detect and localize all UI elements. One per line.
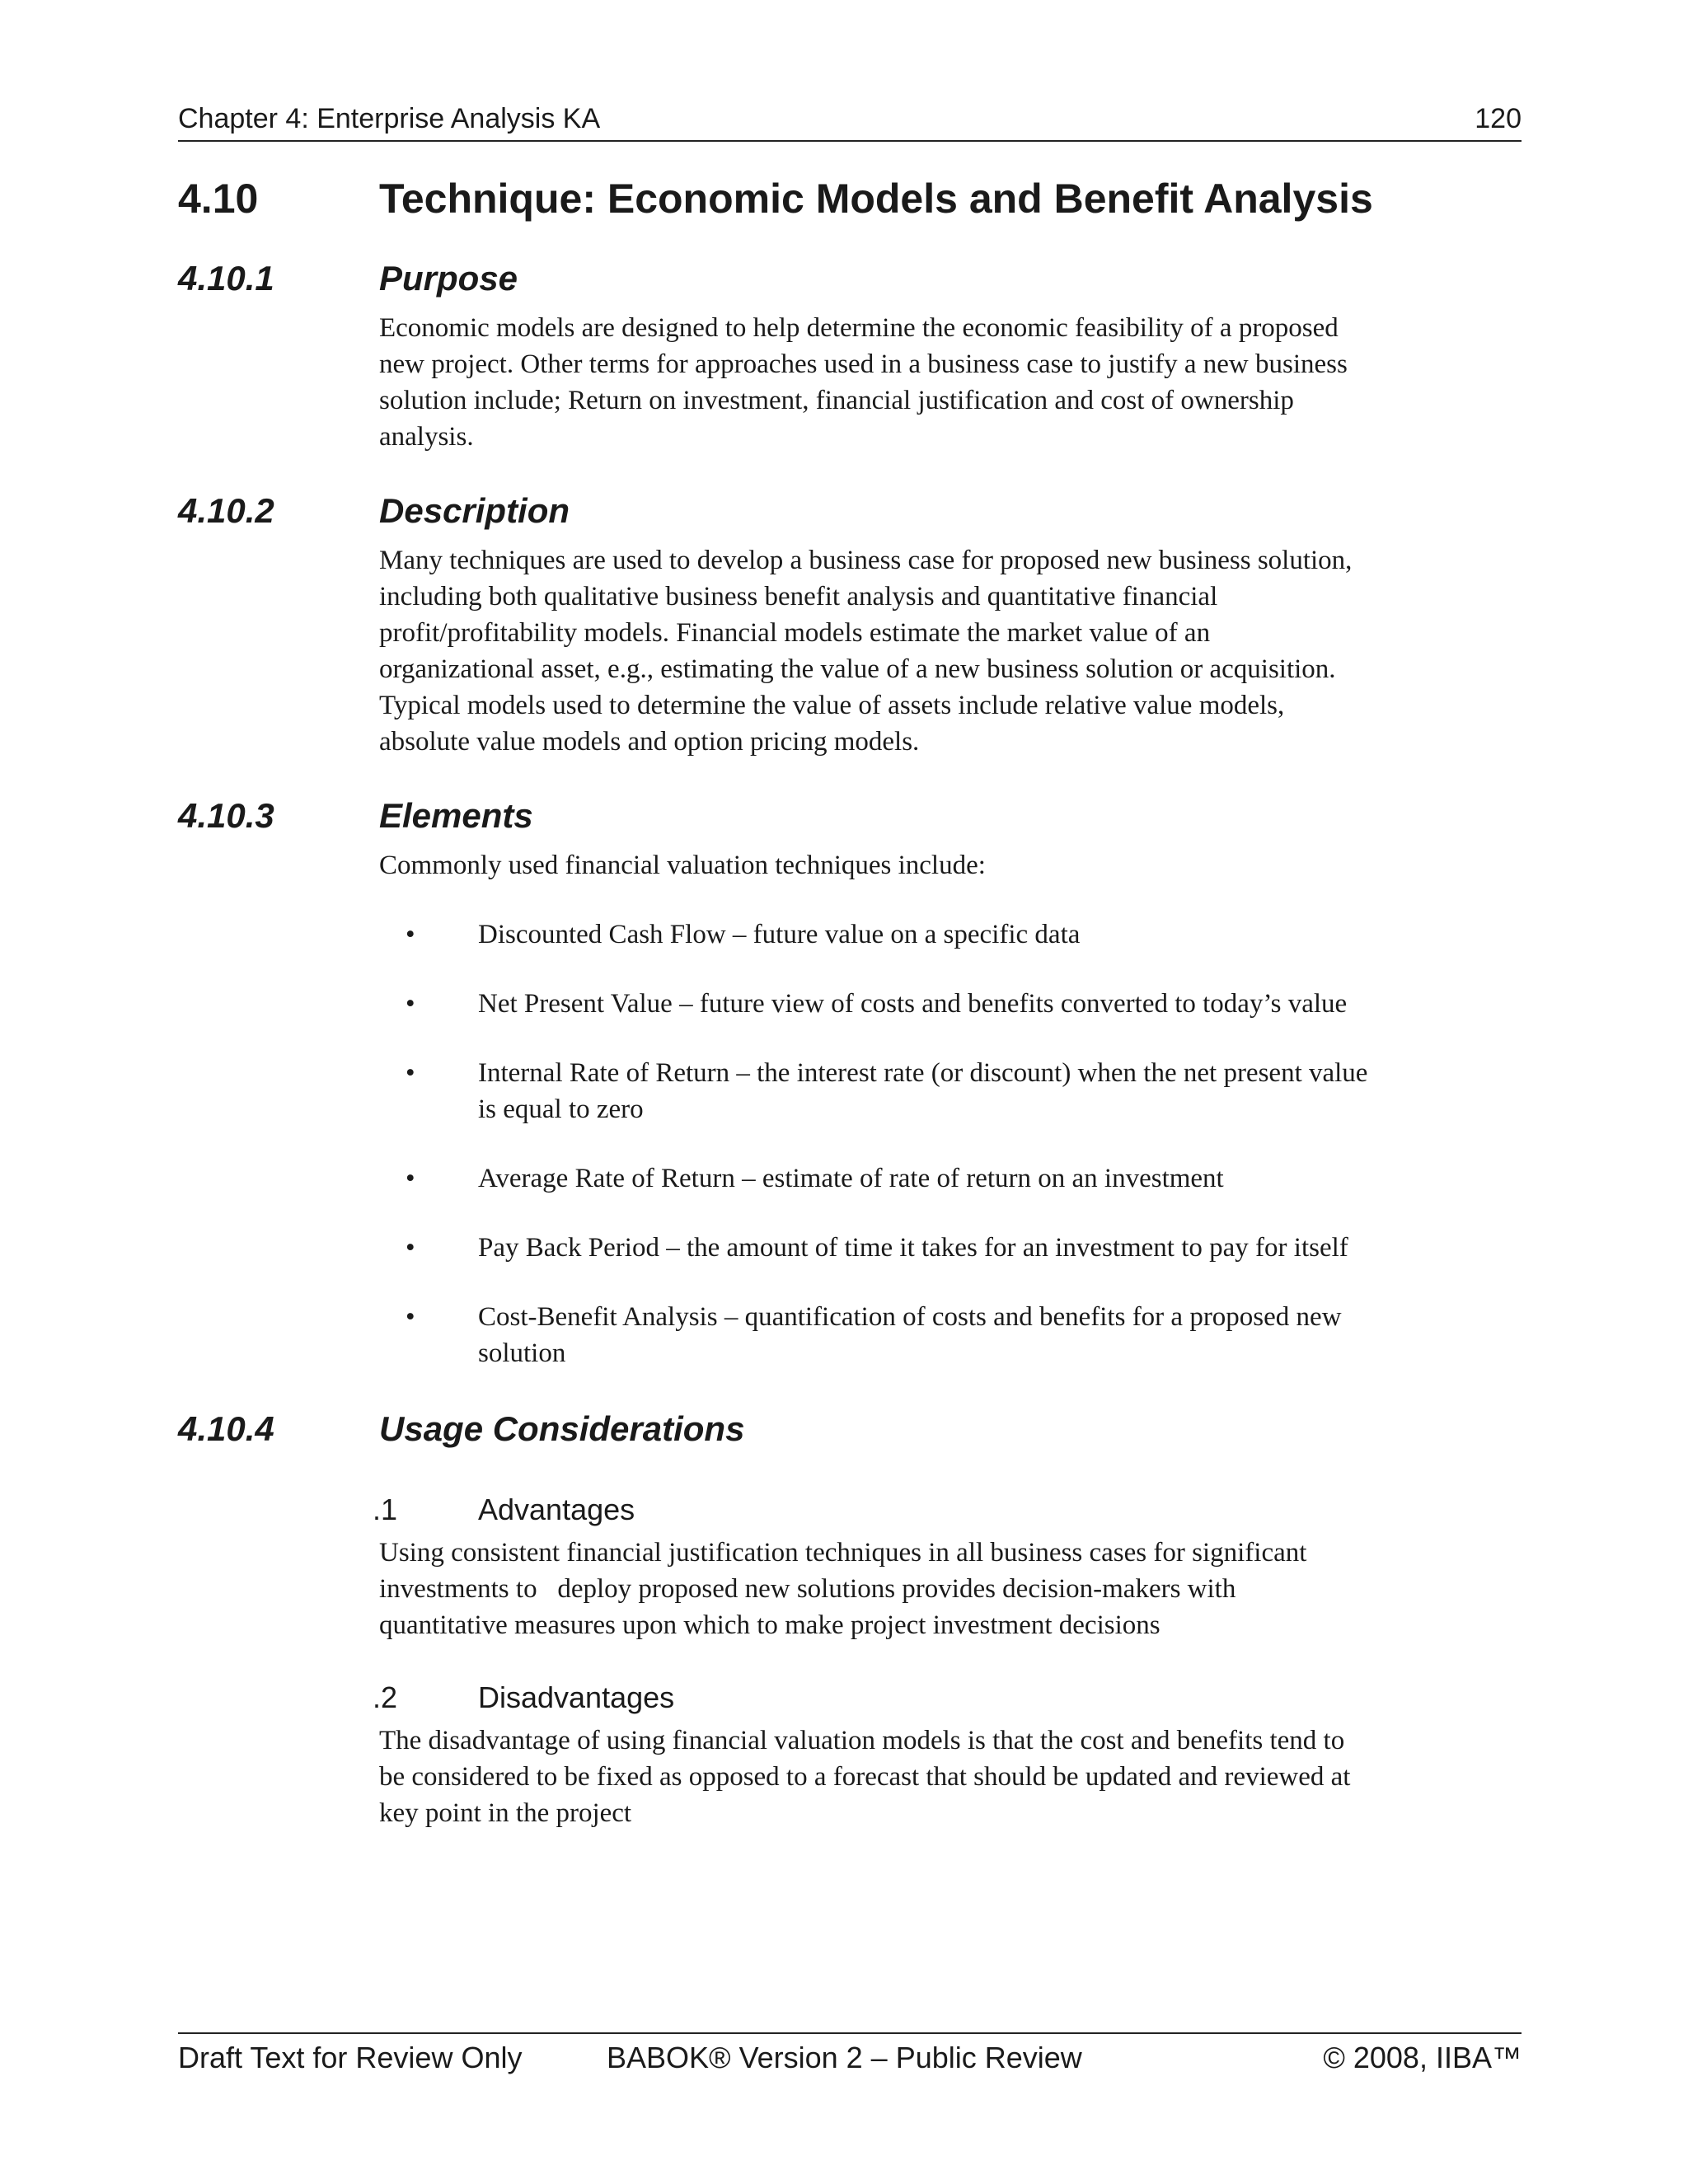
text-line: Using consistent financial justification techniques in all business cases for significant (379, 1538, 1307, 1568)
running-footer (178, 2032, 1522, 2080)
list-item (379, 1160, 1522, 1197)
chapter-title: Chapter 4: Enterprise Analysis KA (178, 103, 601, 134)
section-number: 4.10.1 (178, 259, 274, 298)
section-title: Usage Considerations (379, 1409, 745, 1448)
title-number: 4.10 (178, 176, 259, 222)
section-heading-usage (178, 1406, 1522, 1452)
text-line: profit/profitability models. Financial models estimate the market value of an (379, 618, 1211, 648)
subsection-title: Disadvantages (478, 1680, 675, 1714)
page-title (178, 170, 1522, 227)
footer-copyright: © 2008, IIBA™ (1323, 2041, 1522, 2074)
bullet-list (379, 916, 1522, 953)
section-title: Elements (379, 796, 533, 835)
advantages-paragraph (379, 1535, 1522, 1643)
list-item-text: Net Present Value – future view of costs and benefits converted to today’s value (478, 989, 1348, 1019)
list-item-text: is equal to zero (478, 1094, 644, 1124)
list-item (379, 986, 1522, 1022)
page-number: 120 (1475, 103, 1522, 134)
subsection-number: .1 (373, 1493, 398, 1526)
bullet-list (379, 986, 1522, 1022)
elements-intro (379, 847, 1522, 883)
bullet-icon: • (406, 1233, 415, 1263)
text-line: solution include; Return on investment, financial justification and cost of ownership (379, 386, 1294, 415)
text-line: Many techniques are used to develop a business case for proposed new business solution, (379, 546, 1353, 575)
section-number: 4.10.2 (178, 491, 274, 530)
disadvantages-paragraph (379, 1722, 1522, 1831)
bullet-icon: • (406, 989, 415, 1019)
list-item (379, 916, 1522, 953)
list-item-text: Cost-Benefit Analysis – quantification of costs and benefits for a proposed new (478, 1302, 1342, 1332)
section-title: Description (379, 491, 570, 530)
footer-version: BABOK® Version 2 – Public Review (607, 2041, 1082, 2074)
text-line: new project. Other terms for approaches used in a business case to justify a new business (379, 349, 1348, 379)
list-item-text: Average Rate of Return – estimate of rate of return on an investment (478, 1164, 1224, 1193)
description-paragraph (379, 542, 1522, 760)
subsection-title: Advantages (478, 1493, 635, 1526)
text-line: including both qualitative business benefit analysis and quantitative financial (379, 582, 1218, 612)
bullet-list (379, 1055, 1522, 1127)
list-item (379, 1055, 1522, 1127)
list-item-text: Pay Back Period – the amount of time it takes for an investment to pay for itself (478, 1233, 1348, 1263)
document-page (178, 0, 1522, 2184)
section-number: 4.10.3 (178, 796, 274, 835)
text-line: organizational asset, e.g., estimating the value of a new business solution or acquisition. (379, 654, 1336, 684)
section-title: Purpose (379, 259, 518, 298)
bullet-icon: • (406, 1302, 415, 1332)
list-item-text: Internal Rate of Return – the interest rate (or discount) when the net present value (478, 1058, 1368, 1088)
list-item-text: Discounted Cash Flow – future value on a specific data (478, 920, 1081, 949)
section-number: 4.10.4 (178, 1409, 274, 1448)
title-text: Technique: Economic Models and Benefit Analysis (379, 176, 1373, 222)
bullet-list (379, 1299, 1522, 1371)
bullet-icon: • (406, 920, 415, 949)
bullet-icon: • (406, 1058, 415, 1088)
bullet-icon: • (406, 1164, 415, 1193)
subheading-disadvantages (373, 1678, 1522, 1718)
bullet-list (379, 1230, 1522, 1266)
text-line: analysis. (379, 422, 474, 452)
subsection-number: .2 (373, 1680, 398, 1714)
section-heading-purpose (178, 255, 1522, 302)
section-heading-description (178, 488, 1522, 534)
running-header (178, 97, 1522, 142)
text-line: Typical models used to determine the value of assets include relative value models, (379, 691, 1285, 720)
text-line: Commonly used financial valuation techniques include: (379, 851, 986, 880)
section-heading-elements (178, 793, 1522, 839)
bullet-list (379, 1160, 1522, 1197)
list-item-text: solution (478, 1338, 566, 1368)
text-line: quantitative measures upon which to make project investment decisions (379, 1610, 1160, 1640)
subheading-advantages (373, 1490, 1522, 1530)
list-item (379, 1299, 1522, 1371)
text-line: absolute value models and option pricing models. (379, 727, 920, 757)
text-line: Economic models are designed to help determine the economic feasibility of a proposed (379, 313, 1339, 343)
text-line: investments to deploy proposed new solutions provides decision-makers with (379, 1574, 1236, 1604)
text-line: be considered to be fixed as opposed to a forecast that should be updated and reviewed at (379, 1762, 1351, 1792)
list-item (379, 1230, 1522, 1266)
text-line: key point in the project (379, 1798, 632, 1828)
text-line: The disadvantage of using financial valuation models is that the cost and benefits tend to (379, 1726, 1345, 1755)
footer-draft-note: Draft Text for Review Only (178, 2041, 523, 2074)
purpose-paragraph (379, 310, 1522, 455)
